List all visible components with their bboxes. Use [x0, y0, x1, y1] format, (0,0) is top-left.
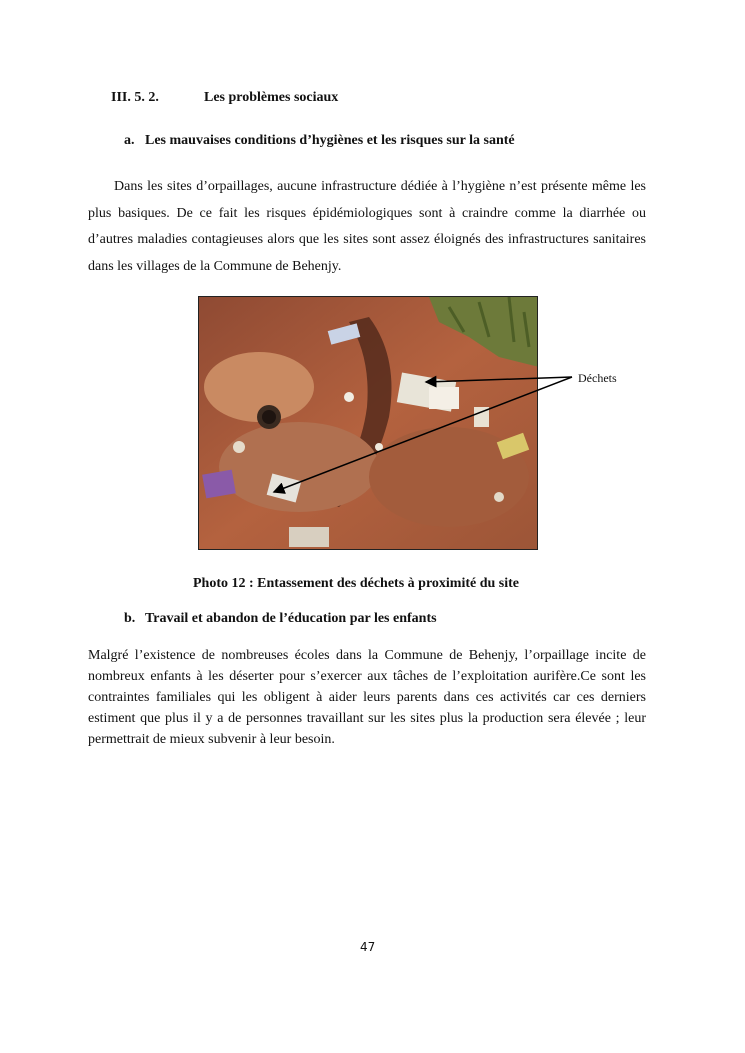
- subsection-a-title: Les mauvaises conditions d’hygiènes et les risques sur la santé: [145, 133, 515, 148]
- paragraph-hygiene: Dans les sites d’orpaillages, aucune infrastructure dédiée à l’hygiène n’est présente même les plus basiques. De ce fait les risques épidémiologiques sont à craindre comme la diarrhée ou d’autres maladies contagieuses alors que les sites sont assez éloignés des infrastructures sanitaires dans les villages de la Commune de Behenjy.: [88, 179, 646, 274]
- waste-photo: [198, 296, 538, 550]
- subsection-b-title: Travail et abandon de l’éducation par les enfants: [145, 611, 437, 626]
- subsection-a-heading: [124, 133, 515, 149]
- section-title: Les problèmes sociaux: [204, 90, 339, 105]
- figure-annotation: Déchets: [578, 371, 617, 385]
- subsection-b-heading: [124, 611, 437, 627]
- figure-caption: Photo 12 : Entassement des déchets à proximité du site: [193, 576, 520, 591]
- subsection-b-label: b.: [124, 611, 136, 626]
- subsection-a-label: a.: [124, 133, 135, 148]
- waste-photo-illustration: [199, 297, 538, 550]
- section-number: III. 5. 2.: [111, 90, 159, 105]
- paragraph-children: Malgré l’existence de nombreuses écoles dans la Commune de Behenjy, l’orpaillage incite de nombreux enfants à les déserter pour s’exercer aux tâches de l’exploitation aurifère.Ce sont les contraintes familiales qui les obligent à aider leurs parents dans ces activités car ces derniers estiment que plus il y a de personnes travaillant sur les sites plus la production sera élevée ; leur permettrait de mieux subvenir à leur besoin.: [88, 648, 646, 747]
- page-number: 47: [360, 940, 376, 954]
